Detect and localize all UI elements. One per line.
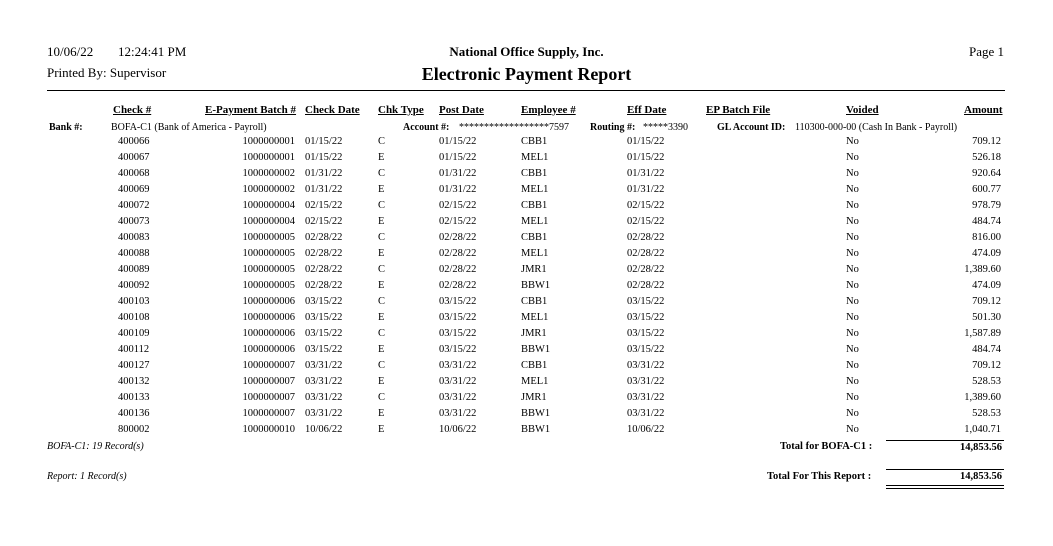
cell-batch: 1000000005 bbox=[242, 264, 295, 275]
cell-eff-date: 03/15/22 bbox=[627, 312, 665, 323]
cell-amount: 978.79 bbox=[972, 200, 1001, 211]
cell-batch: 1000000004 bbox=[242, 200, 295, 211]
cell-voided: No bbox=[846, 424, 859, 435]
cell-employee: JMR1 bbox=[521, 328, 547, 339]
cell-voided: No bbox=[846, 232, 859, 243]
cell-post-date: 01/15/22 bbox=[439, 136, 477, 147]
cell-eff-date: 10/06/22 bbox=[627, 424, 665, 435]
cell-check: 400088 bbox=[118, 248, 150, 259]
cell-amount: 920.64 bbox=[972, 168, 1001, 179]
col-header-check-date: Check Date bbox=[305, 104, 360, 116]
cell-chk-type: E bbox=[378, 312, 385, 323]
cell-check: 400127 bbox=[118, 360, 150, 371]
gl-account-value: 110300-000-00 (Cash In Bank - Payroll) bbox=[795, 122, 958, 133]
cell-eff-date: 02/15/22 bbox=[627, 216, 665, 227]
cell-batch: 1000000006 bbox=[242, 296, 295, 307]
cell-check-date: 01/15/22 bbox=[305, 152, 343, 163]
cell-batch: 1000000006 bbox=[242, 344, 295, 355]
cell-chk-type: E bbox=[378, 152, 385, 163]
cell-voided: No bbox=[846, 408, 859, 419]
cell-amount: 1,587.89 bbox=[964, 328, 1001, 339]
cell-check-date: 10/06/22 bbox=[305, 424, 343, 435]
table-row bbox=[0, 200, 1053, 216]
table-row bbox=[0, 248, 1053, 264]
cell-voided: No bbox=[846, 344, 859, 355]
cell-post-date: 02/15/22 bbox=[439, 200, 477, 211]
cell-amount: 526.18 bbox=[972, 152, 1001, 163]
cell-voided: No bbox=[846, 168, 859, 179]
cell-check: 400109 bbox=[118, 328, 150, 339]
cell-chk-type: C bbox=[378, 264, 386, 275]
cell-eff-date: 01/15/22 bbox=[627, 136, 665, 147]
cell-amount: 600.77 bbox=[972, 184, 1001, 195]
cell-check-date: 02/15/22 bbox=[305, 216, 343, 227]
table-row bbox=[0, 184, 1053, 200]
cell-batch: 1000000007 bbox=[242, 408, 295, 419]
col-header-eff-date: Eff Date bbox=[627, 104, 667, 116]
cell-voided: No bbox=[846, 136, 859, 147]
cell-check-date: 03/15/22 bbox=[305, 344, 343, 355]
cell-post-date: 03/31/22 bbox=[439, 360, 477, 371]
table-row bbox=[0, 360, 1053, 376]
cell-eff-date: 03/15/22 bbox=[627, 296, 665, 307]
cell-chk-type: C bbox=[378, 168, 386, 179]
cell-employee: BBW1 bbox=[521, 424, 551, 435]
cell-check: 400083 bbox=[118, 232, 150, 243]
col-header-chk-type: Chk Type bbox=[378, 104, 424, 116]
cell-chk-type: E bbox=[378, 280, 385, 291]
cell-batch: 1000000002 bbox=[242, 184, 295, 195]
cell-check-date: 02/15/22 bbox=[305, 200, 343, 211]
cell-post-date: 10/06/22 bbox=[439, 424, 477, 435]
cell-check: 400103 bbox=[118, 296, 150, 307]
cell-check: 400136 bbox=[118, 408, 150, 419]
cell-employee: JMR1 bbox=[521, 264, 547, 275]
cell-batch: 1000000006 bbox=[242, 312, 295, 323]
cell-check-date: 03/15/22 bbox=[305, 328, 343, 339]
cell-amount: 1,040.71 bbox=[964, 424, 1001, 435]
cell-check: 400066 bbox=[118, 136, 150, 147]
cell-chk-type: E bbox=[378, 408, 385, 419]
routing-value: *****3390 bbox=[643, 122, 688, 133]
print-time: 12:24:41 PM bbox=[118, 44, 187, 59]
cell-chk-type: E bbox=[378, 344, 385, 355]
cell-batch: 1000000007 bbox=[242, 360, 295, 371]
table-row bbox=[0, 344, 1053, 360]
cell-batch: 1000000005 bbox=[242, 248, 295, 259]
cell-chk-type: E bbox=[378, 376, 385, 387]
cell-voided: No bbox=[846, 200, 859, 211]
table-row bbox=[0, 328, 1053, 344]
cell-eff-date: 03/31/22 bbox=[627, 408, 665, 419]
cell-employee: CBB1 bbox=[521, 200, 548, 211]
report-total-label: Total For This Report : bbox=[767, 471, 872, 482]
cell-batch: 1000000010 bbox=[242, 424, 295, 435]
cell-employee: CBB1 bbox=[521, 296, 548, 307]
col-header-voided: Voided bbox=[846, 104, 879, 116]
cell-amount: 501.30 bbox=[972, 312, 1001, 323]
cell-voided: No bbox=[846, 184, 859, 195]
cell-voided: No bbox=[846, 152, 859, 163]
gl-account-label: GL Account ID: bbox=[717, 122, 786, 133]
cell-check-date: 03/15/22 bbox=[305, 312, 343, 323]
cell-voided: No bbox=[846, 280, 859, 291]
cell-chk-type: C bbox=[378, 200, 386, 211]
cell-post-date: 03/15/22 bbox=[439, 312, 477, 323]
cell-voided: No bbox=[846, 248, 859, 259]
cell-voided: No bbox=[846, 312, 859, 323]
print-date: 10/06/22 bbox=[47, 44, 94, 59]
cell-post-date: 02/28/22 bbox=[439, 280, 477, 291]
cell-chk-type: C bbox=[378, 360, 386, 371]
bank-total-value: 14,853.56 bbox=[960, 442, 1002, 453]
cell-post-date: 03/15/22 bbox=[439, 328, 477, 339]
cell-amount: 1,389.60 bbox=[964, 392, 1001, 403]
report-title: Electronic Payment Report bbox=[421, 64, 632, 84]
cell-chk-type: E bbox=[378, 248, 385, 259]
cell-amount: 484.74 bbox=[972, 216, 1001, 227]
cell-chk-type: C bbox=[378, 232, 386, 243]
cell-eff-date: 02/15/22 bbox=[627, 200, 665, 211]
cell-eff-date: 02/28/22 bbox=[627, 232, 665, 243]
cell-employee: MEL1 bbox=[521, 216, 549, 227]
cell-employee: JMR1 bbox=[521, 392, 547, 403]
cell-chk-type: C bbox=[378, 296, 386, 307]
cell-amount: 816.00 bbox=[972, 232, 1001, 243]
col-header-ep-batch-file: EP Batch File bbox=[706, 104, 771, 116]
cell-check-date: 03/31/22 bbox=[305, 408, 343, 419]
cell-check: 400108 bbox=[118, 312, 150, 323]
cell-eff-date: 03/31/22 bbox=[627, 376, 665, 387]
cell-post-date: 03/31/22 bbox=[439, 408, 477, 419]
cell-eff-date: 02/28/22 bbox=[627, 264, 665, 275]
bank-record-count: BOFA-C1: 19 Record(s) bbox=[47, 441, 144, 452]
cell-batch: 1000000001 bbox=[242, 152, 295, 163]
cell-eff-date: 03/15/22 bbox=[627, 328, 665, 339]
report-record-count: Report: 1 Record(s) bbox=[47, 471, 127, 482]
col-header-check: Check # bbox=[113, 104, 152, 116]
cell-employee: BBW1 bbox=[521, 280, 551, 291]
table-row bbox=[0, 232, 1053, 248]
cell-voided: No bbox=[846, 360, 859, 371]
cell-chk-type: E bbox=[378, 184, 385, 195]
col-header-post-date: Post Date bbox=[439, 104, 484, 116]
table-row bbox=[0, 312, 1053, 328]
cell-amount: 474.09 bbox=[972, 248, 1001, 259]
cell-batch: 1000000004 bbox=[242, 216, 295, 227]
table-row bbox=[0, 424, 1053, 440]
cell-check-date: 01/15/22 bbox=[305, 136, 343, 147]
cell-check: 400132 bbox=[118, 376, 150, 387]
cell-check: 400133 bbox=[118, 392, 150, 403]
cell-employee: CBB1 bbox=[521, 360, 548, 371]
col-header-amount: Amount bbox=[964, 104, 1003, 116]
cell-amount: 709.12 bbox=[972, 136, 1001, 147]
bank-total-label: Total for BOFA-C1 : bbox=[780, 441, 873, 452]
company-name: National Office Supply, Inc. bbox=[449, 44, 604, 59]
cell-post-date: 02/28/22 bbox=[439, 248, 477, 259]
cell-employee: CBB1 bbox=[521, 136, 548, 147]
cell-chk-type: C bbox=[378, 392, 386, 403]
cell-amount: 528.53 bbox=[972, 376, 1001, 387]
table-row bbox=[0, 408, 1053, 424]
cell-eff-date: 03/15/22 bbox=[627, 344, 665, 355]
cell-post-date: 01/31/22 bbox=[439, 184, 477, 195]
cell-amount: 709.12 bbox=[972, 360, 1001, 371]
cell-voided: No bbox=[846, 376, 859, 387]
cell-amount: 484.74 bbox=[972, 344, 1001, 355]
cell-chk-type: E bbox=[378, 424, 385, 435]
cell-check-date: 03/31/22 bbox=[305, 360, 343, 371]
cell-check-date: 03/31/22 bbox=[305, 392, 343, 403]
cell-check: 400073 bbox=[118, 216, 150, 227]
bank-total-rule bbox=[886, 440, 1004, 441]
cell-eff-date: 02/28/22 bbox=[627, 280, 665, 291]
cell-batch: 1000000005 bbox=[242, 232, 295, 243]
cell-batch: 1000000005 bbox=[242, 280, 295, 291]
col-header-batch: E-Payment Batch # bbox=[205, 104, 297, 116]
cell-check: 400069 bbox=[118, 184, 150, 195]
cell-amount: 709.12 bbox=[972, 296, 1001, 307]
bank-label: Bank #: bbox=[49, 122, 83, 133]
cell-post-date: 02/28/22 bbox=[439, 232, 477, 243]
cell-check-date: 03/15/22 bbox=[305, 296, 343, 307]
table-row bbox=[0, 296, 1053, 312]
table-row bbox=[0, 136, 1053, 152]
cell-amount: 1,389.60 bbox=[964, 264, 1001, 275]
cell-check-date: 03/31/22 bbox=[305, 376, 343, 387]
cell-chk-type: C bbox=[378, 328, 386, 339]
cell-check: 400092 bbox=[118, 280, 150, 291]
cell-check: 400067 bbox=[118, 152, 150, 163]
cell-check: 400089 bbox=[118, 264, 150, 275]
cell-check: 400072 bbox=[118, 200, 150, 211]
report-total-rule bbox=[886, 469, 1004, 470]
account-label: Account #: bbox=[403, 122, 450, 133]
cell-employee: MEL1 bbox=[521, 184, 549, 195]
cell-post-date: 01/31/22 bbox=[439, 168, 477, 179]
cell-eff-date: 02/28/22 bbox=[627, 248, 665, 259]
cell-voided: No bbox=[846, 328, 859, 339]
cell-employee: CBB1 bbox=[521, 232, 548, 243]
cell-post-date: 02/15/22 bbox=[439, 216, 477, 227]
cell-employee: BBW1 bbox=[521, 344, 551, 355]
cell-check-date: 01/31/22 bbox=[305, 168, 343, 179]
report-total-value: 14,853.56 bbox=[960, 471, 1002, 482]
cell-amount: 474.09 bbox=[972, 280, 1001, 291]
cell-check: 400112 bbox=[118, 344, 150, 355]
cell-post-date: 03/31/22 bbox=[439, 376, 477, 387]
cell-employee: CBB1 bbox=[521, 168, 548, 179]
bank-name: BOFA-C1 (Bank of America - Payroll) bbox=[111, 122, 267, 133]
cell-voided: No bbox=[846, 392, 859, 403]
cell-batch: 1000000001 bbox=[242, 136, 295, 147]
cell-eff-date: 03/31/22 bbox=[627, 360, 665, 371]
cell-post-date: 03/15/22 bbox=[439, 344, 477, 355]
cell-check-date: 02/28/22 bbox=[305, 248, 343, 259]
cell-check-date: 02/28/22 bbox=[305, 232, 343, 243]
cell-voided: No bbox=[846, 296, 859, 307]
col-header-employee: Employee # bbox=[521, 104, 576, 116]
cell-post-date: 02/28/22 bbox=[439, 264, 477, 275]
table-row bbox=[0, 264, 1053, 280]
table-row bbox=[0, 376, 1053, 392]
page-number: Page 1 bbox=[969, 44, 1005, 59]
cell-check: 800002 bbox=[118, 424, 150, 435]
cell-post-date: 01/15/22 bbox=[439, 152, 477, 163]
account-value: ******************7597 bbox=[459, 122, 569, 133]
cell-post-date: 03/15/22 bbox=[439, 296, 477, 307]
cell-employee: MEL1 bbox=[521, 376, 549, 387]
cell-employee: MEL1 bbox=[521, 248, 549, 259]
cell-post-date: 03/31/22 bbox=[439, 392, 477, 403]
cell-check-date: 02/28/22 bbox=[305, 264, 343, 275]
cell-eff-date: 03/31/22 bbox=[627, 392, 665, 403]
cell-batch: 1000000007 bbox=[242, 376, 295, 387]
table-row bbox=[0, 152, 1053, 168]
cell-voided: No bbox=[846, 264, 859, 275]
routing-label: Routing #: bbox=[590, 122, 636, 133]
cell-voided: No bbox=[846, 216, 859, 227]
table-row bbox=[0, 280, 1053, 296]
cell-amount: 528.53 bbox=[972, 408, 1001, 419]
cell-eff-date: 01/31/22 bbox=[627, 168, 665, 179]
table-row bbox=[0, 168, 1053, 184]
cell-batch: 1000000006 bbox=[242, 328, 295, 339]
cell-employee: BBW1 bbox=[521, 408, 551, 419]
cell-batch: 1000000007 bbox=[242, 392, 295, 403]
printed-by: Printed By: Supervisor bbox=[47, 65, 167, 80]
cell-check-date: 02/28/22 bbox=[305, 280, 343, 291]
report-total-double-rule bbox=[886, 485, 1004, 489]
cell-eff-date: 01/15/22 bbox=[627, 152, 665, 163]
cell-check: 400068 bbox=[118, 168, 150, 179]
cell-check-date: 01/31/22 bbox=[305, 184, 343, 195]
cell-eff-date: 01/31/22 bbox=[627, 184, 665, 195]
cell-employee: MEL1 bbox=[521, 312, 549, 323]
cell-employee: MEL1 bbox=[521, 152, 549, 163]
table-row bbox=[0, 216, 1053, 232]
table-row bbox=[0, 392, 1053, 408]
cell-chk-type: E bbox=[378, 216, 385, 227]
cell-batch: 1000000002 bbox=[242, 168, 295, 179]
cell-chk-type: C bbox=[378, 136, 386, 147]
header-divider bbox=[47, 90, 1005, 91]
